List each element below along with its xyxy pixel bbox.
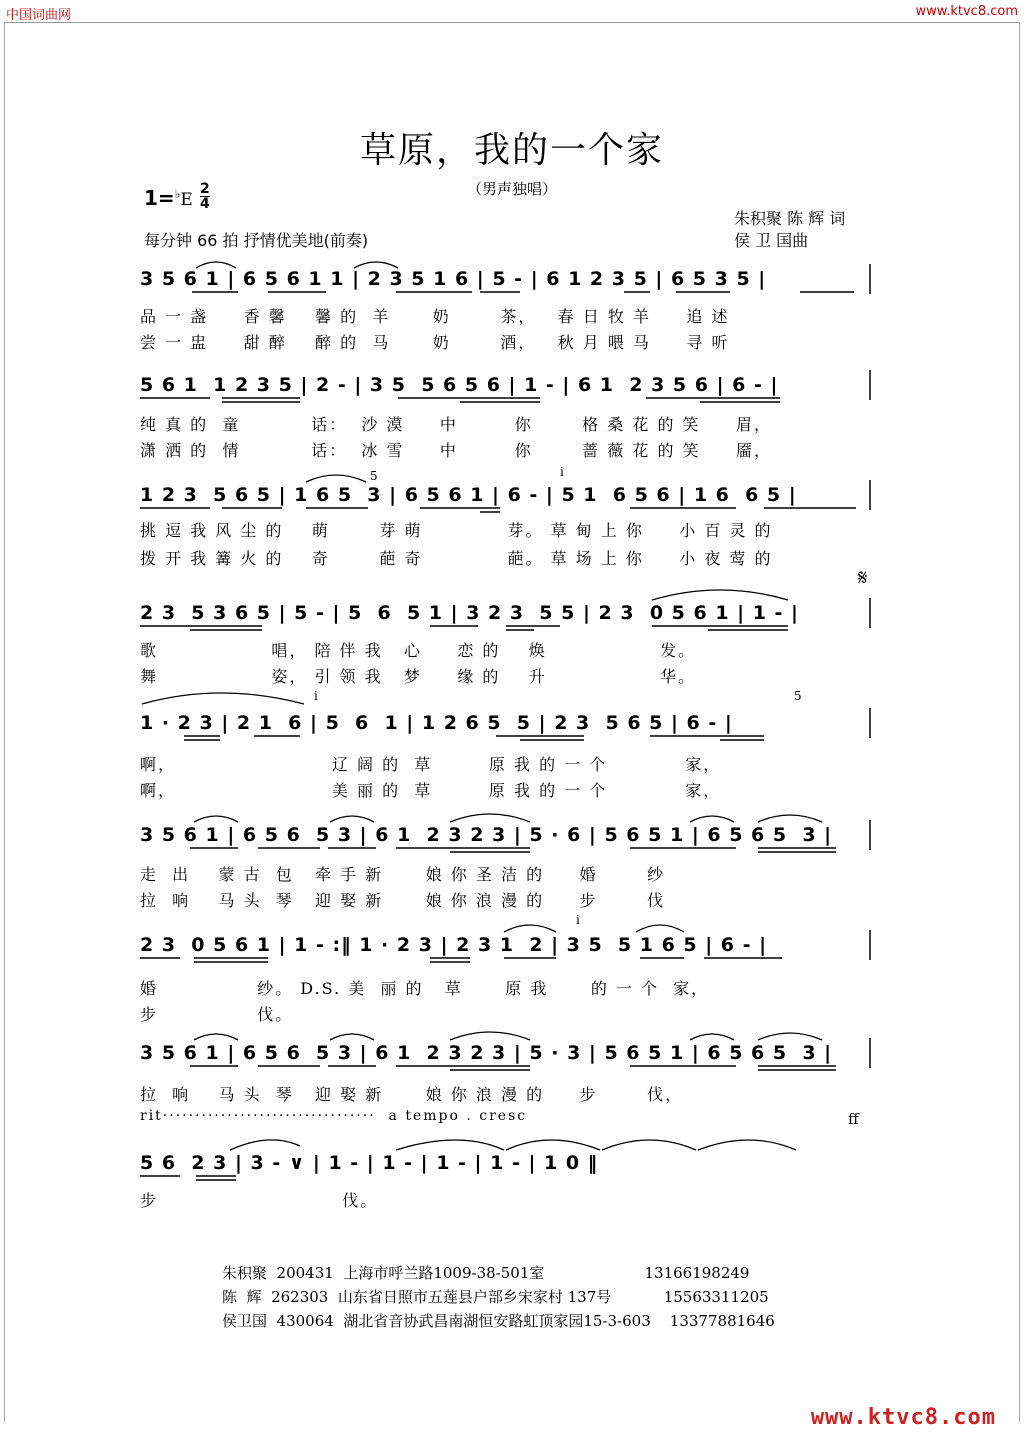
tempo-marking: 每分钟 66 拍 抒情优美地(前奏) (144, 231, 369, 250)
row-5-notes: 1 · 2 3 | 2 1 6 | 5 6 1 | 1 2 6 5 5 | 2 3 5 6 5 | 6 - | (140, 712, 733, 734)
watermark-logo: www.ktvc8.com (810, 1405, 996, 1430)
frame-top (4, 22, 1020, 23)
row-7-lyric-2: 步 伐。 (140, 1005, 294, 1024)
song-subtitle: （男声独唱） (466, 180, 557, 198)
row-3-lyric-1: 挑 逗 我 风 尘 的 萌 芽 萌 芽。 草 甸 上 你 小 百 灵 的 (140, 521, 773, 540)
score-row-2 (140, 368, 870, 404)
row-2-lyric-2: 潇 洒 的 情 话： 冰 雪 中 你 蔷 薇 花 的 笑 靥， (140, 441, 772, 460)
address-line-2: 陈 辉 262303 山东省日照市五莲县户部乡宋家村 137号 15563311205 (222, 1288, 769, 1306)
row-4-lyric-2: 舞 姿， 引 领 我 梦 缘 的 升 华。 (140, 667, 697, 686)
address-line-3: 侯卫国 430064 湖北省音协武昌南湖恒安路虹顶家园15-3-603 13377881646 (222, 1312, 775, 1330)
key-prefix: 1= (144, 186, 175, 210)
score-row-9 (140, 1146, 870, 1182)
rit-a-tempo-marking: rit································· a tempo . cresc (140, 1108, 528, 1124)
segno-sign: 𝄋 (858, 566, 868, 591)
row-4-lyric-1: 歌 唱， 陪 伴 我 心 恋 的 焕 发。 (140, 641, 697, 660)
address-line-1: 朱积聚 200431 上海市呼兰路1009-38-501室 13166198249 (222, 1264, 750, 1282)
score-row-1 (140, 262, 870, 298)
score-row-8 (140, 1036, 870, 1072)
row-8-notes: 3 5 6 1 | 6 5 6 5 3 | 6 1 2 3 2 3 | 5 · 3 | 5 6 5 1 | 6 5 6 5 3 | (140, 1042, 833, 1064)
row-8-lyric-1: 拉 响 马 头 琴 迎 娶 新 娘 你 浪 漫 的 步 伐， (140, 1085, 684, 1104)
fortissimo-marking: ff (848, 1110, 859, 1128)
frame-left (4, 22, 5, 1422)
row-2-notes: 5 6 1 1 2 3 5 | 2 - | 3 5 5 6 5 6 | 1 - | 6 1 2 3 5 6 | 6 - | (140, 374, 779, 396)
grace-note-3: i (314, 689, 318, 703)
row-6-lyric-1: 走 出 蒙 古 包 牵 手 新 娘 你 圣 洁 的 婚 纱 (140, 865, 666, 884)
row-1-lyric-2: 尝 一 盅 甜 醉 醉 的 马 奶 酒， 秋 月 喂 马 寻 听 (140, 333, 730, 352)
score-row-5 (140, 689, 870, 742)
row-6-notes: 3 5 6 1 | 6 5 6 5 3 | 6 1 2 3 2 3 | 5 · 6 | 5 6 5 1 | 6 5 6 5 3 | (140, 824, 833, 846)
row-3-notes: 1 2 3 5 6 5 | 1 6 5 3 | 6 5 6 1 | 6 - | 5 1 6 5 6 | 1 6 6 5 | (140, 484, 797, 506)
score-row-4 (140, 596, 870, 632)
grace-note-4: 5 (794, 689, 802, 703)
meter-numerator: 2 (200, 181, 210, 197)
grace-note-1: 5 (370, 469, 378, 483)
score-row-6 (140, 818, 870, 854)
row-3-lyric-2: 拨 开 我 篝 火 的 奇 葩 奇 葩。 草 场 上 你 小 夜 莺 的 (140, 549, 773, 568)
row-7-notes: 2 3 0 5 6 1 | 1 - :‖ 1 · 2 3 | 2 3 1 2 | 3 5 5 1 6 5 | 6 - | (140, 934, 768, 956)
row-9-lyric-1: 步 伐。 (140, 1191, 379, 1210)
key-signature (144, 181, 210, 212)
frame-right (1019, 22, 1020, 1422)
site-name-left: 中国词曲网 (6, 8, 72, 23)
row-6-lyric-2: 拉 响 马 头 琴 迎 娶 新 娘 你 浪 漫 的 步 伐 (140, 891, 666, 910)
score-row-7 (140, 913, 870, 964)
grace-note-5: i (576, 913, 580, 927)
row-1-lyric-1: 品 一 盏 香 馨 馨 的 羊 奶 茶， 春 日 牧 羊 追 述 (140, 307, 730, 326)
row-2-lyric-1: 纯 真 的 童 话： 沙 漠 中 你 格 桑 花 的 笑 眉， (140, 415, 772, 434)
row-5-lyric-1: 啊， 辽 阔 的 草 原 我 的 一 个 家， (140, 755, 722, 774)
grace-note-2: i (560, 465, 564, 479)
row-9-notes: 5 6 2 3 | 3 - ∨ | 1 - | 1 - | 1 - | 1 - | 1 0 ‖ (140, 1152, 599, 1174)
row-1-notes: 3 5 6 1 | 6 5 6 1 1 | 2 3 5 1 6 | 5 - | 6 1 2 3 5 | 6 5 3 5 | (140, 268, 767, 290)
time-signature (200, 182, 210, 211)
row-4-notes: 2 3 5 3 6 5 | 5 - | 5 6 5 1 | 3 2 3 5 5 | 2 3 0 5 6 1 | 1 - | (140, 602, 799, 624)
flat-sign: ♭ (174, 187, 181, 201)
score-row-3 (140, 465, 870, 514)
song-title: 草原，我的一个家 (359, 130, 664, 171)
composer-credit: 侯 卫 国曲 (734, 231, 809, 250)
site-url-right: www.ktvc8.com (915, 4, 1018, 19)
meter-denominator: 4 (200, 196, 210, 212)
lyricist-credit: 朱积聚 陈 辉 词 (734, 209, 846, 228)
row-5-lyric-2: 啊， 美 丽 的 草 原 我 的 一 个 家， (140, 781, 722, 800)
key-note: E (180, 190, 193, 210)
row-7-lyric-1: 婚 纱。 D.S. 美 丽 的 草 原 我 的 一 个 家， (140, 979, 710, 998)
